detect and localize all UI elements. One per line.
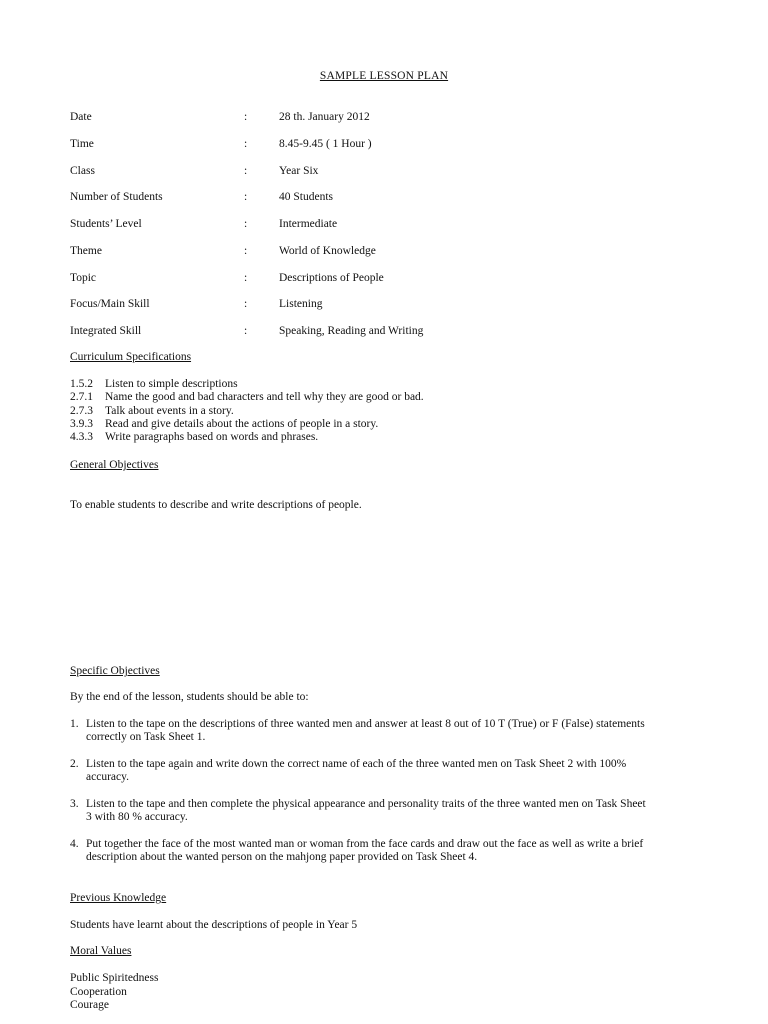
info-value-class: Year Six — [279, 165, 319, 177]
moral-value-item: Cooperation — [70, 986, 127, 998]
previous-knowledge-text: Students have learnt about the descriptions of people in Year 5 — [70, 919, 358, 931]
objective-number: 1. — [70, 718, 79, 730]
spec-text: Listen to simple descriptions — [105, 378, 238, 390]
spec-text: Talk about events in a story. — [105, 405, 234, 417]
info-value-time: 8.45-9.45 ( 1 Hour ) — [279, 138, 372, 150]
page-title: SAMPLE LESSON PLAN — [319, 70, 449, 82]
info-label-students-level: Students’ Level — [70, 218, 142, 230]
objective-line: correctly on Task Sheet 1. — [86, 731, 206, 743]
info-label-class: Class — [70, 165, 95, 177]
objective-line: 3 with 80 % accuracy. — [86, 811, 188, 823]
objective-number: 3. — [70, 798, 79, 810]
previous-knowledge-heading: Previous Knowledge — [70, 892, 167, 904]
objective-number: 2. — [70, 758, 79, 770]
spec-code: 4.3.3 — [70, 431, 93, 443]
info-colon: : — [244, 298, 248, 310]
info-label-number-of-students: Number of Students — [70, 191, 163, 203]
moral-value-item: Public Spiritedness — [70, 972, 159, 984]
info-value-focus-skill: Listening — [279, 298, 323, 310]
info-colon: : — [244, 272, 248, 284]
spec-text: Write paragraphs based on words and phrases. — [105, 431, 319, 443]
info-colon: : — [244, 165, 248, 177]
spec-text: Name the good and bad characters and tell why they are good or bad. — [105, 391, 424, 403]
info-value-topic: Descriptions of People — [279, 272, 384, 284]
info-colon: : — [244, 218, 248, 230]
info-colon: : — [244, 325, 248, 337]
objective-line: accuracy. — [86, 771, 129, 783]
moral-value-item: Courage — [70, 999, 109, 1011]
info-label-topic: Topic — [70, 272, 97, 284]
info-value-theme: World of Knowledge — [279, 245, 376, 257]
info-value-integrated-skill: Speaking, Reading and Writing — [279, 325, 424, 337]
objective-number: 4. — [70, 838, 79, 850]
info-label-focus-skill: Focus/Main Skill — [70, 298, 150, 310]
info-value-students-level: Intermediate — [279, 218, 338, 230]
info-colon: : — [244, 191, 248, 203]
info-label-integrated-skill: Integrated Skill — [70, 325, 142, 337]
objective-line: Put together the face of the most wanted man or woman from the face cards and draw out the face as well as write a brief — [86, 838, 644, 850]
info-colon: : — [244, 111, 248, 123]
info-label-theme: Theme — [70, 245, 102, 257]
info-label-time: Time — [70, 138, 94, 150]
info-value-number-of-students: 40 Students — [279, 191, 333, 203]
curriculum-heading: Curriculum Specifications — [70, 351, 192, 363]
objective-line: Listen to the tape and then complete the physical appearance and personality traits of the three wanted men on Task Sheet — [86, 798, 646, 810]
general-objectives-heading: General Objectives — [70, 459, 159, 471]
moral-values-heading: Moral Values — [70, 945, 132, 957]
general-objectives-text: To enable students to describe and write descriptions of people. — [70, 499, 362, 511]
spec-text: Read and give details about the actions of people in a story. — [105, 418, 379, 430]
info-colon: : — [244, 138, 248, 150]
objective-line: Listen to the tape again and write down the correct name of each of the three wanted men on Task Sheet 2 with 100% — [86, 758, 627, 770]
info-label-date: Date — [70, 111, 92, 123]
info-value-date: 28 th. January 2012 — [279, 111, 370, 123]
info-colon: : — [244, 245, 248, 257]
spec-code: 3.9.3 — [70, 418, 93, 430]
spec-code: 2.7.1 — [70, 391, 93, 403]
spec-code: 2.7.3 — [70, 405, 93, 417]
specific-objectives-heading: Specific Objectives — [70, 665, 160, 677]
spec-code: 1.5.2 — [70, 378, 93, 390]
objective-line: description about the wanted person on the mahjong paper provided on Task Sheet 4. — [86, 851, 478, 863]
specific-objectives-intro: By the end of the lesson, students should be able to: — [70, 691, 309, 703]
objective-line: Listen to the tape on the descriptions of three wanted men and answer at least 8 out of 10 T (True) or F (False) statements — [86, 718, 645, 730]
